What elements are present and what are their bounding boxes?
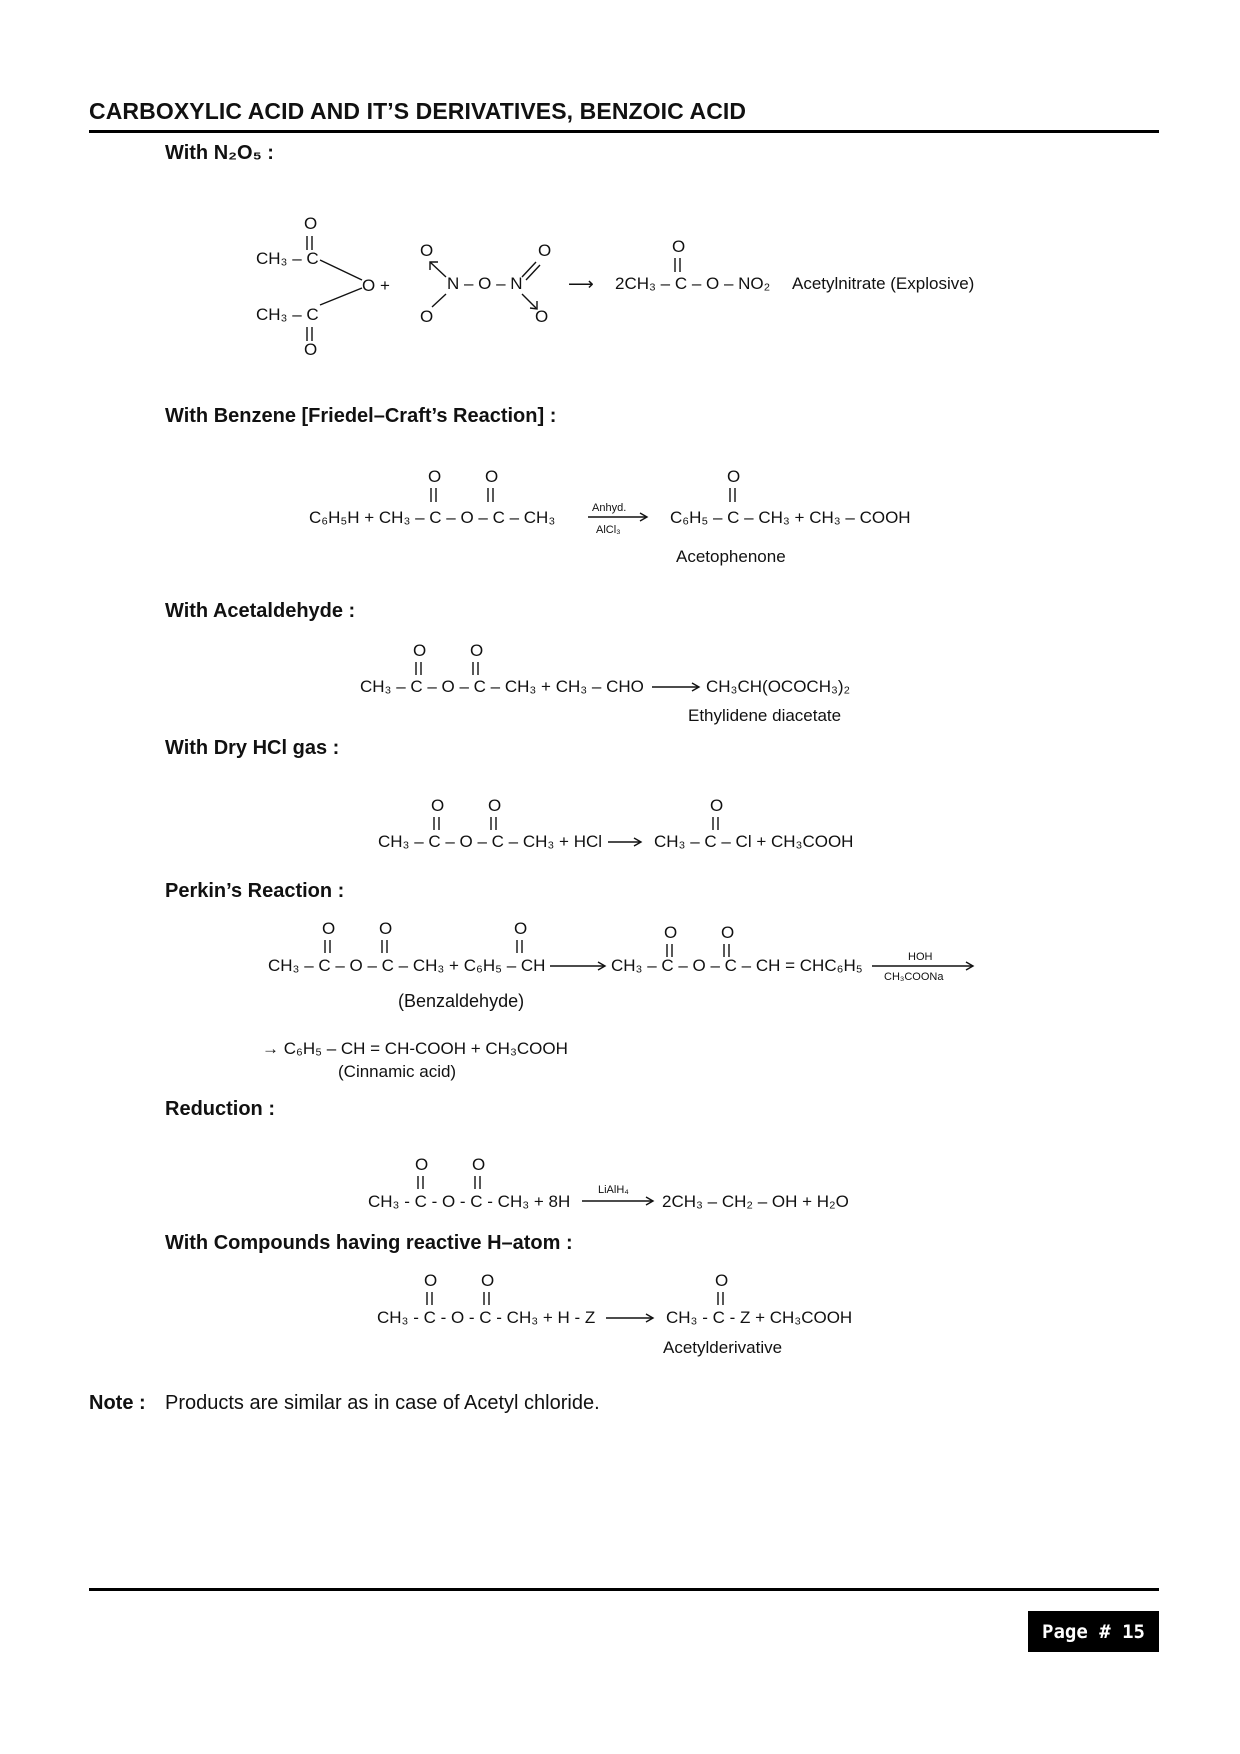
reaction-perkin — [0, 915, 1240, 1090]
reactants: CH₃ - C - O - C - CH₃ + 8H — [368, 1192, 571, 1211]
product-acetylnitrate: 2CH₃ – C – O – NO₂ — [615, 274, 771, 293]
heading-benzene: With Benzene [Friedel–Craft’s Reaction] : — [165, 405, 557, 427]
final-product-name: (Cinnamic acid) — [338, 1062, 457, 1081]
final-products: → C₆H₅ – CH = CH-COOH + CH₃COOH — [262, 1039, 568, 1058]
note-label: Note : — [89, 1392, 146, 1414]
oxygen-label: O — [514, 919, 528, 938]
products: CH₃ - C - Z + CH₃COOH — [666, 1308, 853, 1327]
oxygen-label: O — [304, 340, 318, 359]
reaction-hcl — [0, 790, 1240, 860]
reaction-reduction — [0, 1150, 1240, 1215]
oxygen-label: O — [424, 1271, 438, 1290]
oxygen-label: O — [672, 237, 686, 256]
oxygen-label: O — [710, 796, 724, 815]
page-title: CARBOXYLIC ACID AND IT’S DERIVATIVES, BENZOIC ACID — [89, 98, 747, 124]
oxygen-label: O — [664, 923, 678, 942]
product-name: Acetylnitrate (Explosive) — [792, 274, 975, 293]
acetyl-group-bottom: CH₃ – C — [256, 305, 319, 324]
reaction-benzene — [0, 460, 1240, 570]
oxygen-label: O — [721, 923, 735, 942]
page-number-badge: Page # 15 — [1028, 1611, 1159, 1652]
oxygen-label: O — [472, 1155, 486, 1174]
condition-bottom: CH₃COONa — [884, 971, 944, 983]
condition-top: HOH — [908, 951, 933, 963]
oxygen-label: O — [727, 467, 741, 486]
heading-acetaldehyde: With Acetaldehyde : — [165, 600, 356, 622]
oxygen-label: O — [420, 241, 434, 260]
heading-reactive-h: With Compounds having reactive H–atom : — [165, 1232, 573, 1254]
product-name: Ethylidene diacetate — [688, 706, 842, 725]
heading-perkin: Perkin’s Reaction : — [165, 880, 345, 902]
condition-bottom: AlCl₃ — [596, 524, 621, 536]
oxygen-label: O — [413, 641, 427, 660]
heading-hcl: With Dry HCl gas : — [165, 737, 340, 759]
oxygen-label: O — [428, 467, 442, 486]
oxygen-label: O — [415, 1155, 429, 1174]
heading-n2o5: With N₂O₅ : — [165, 142, 274, 164]
heading-reduction: Reduction : — [165, 1098, 275, 1120]
product-name: Acetylderivative — [663, 1338, 783, 1357]
condition-top: Anhyd. — [592, 502, 627, 514]
condition: LiAlH₄ — [598, 1184, 629, 1196]
oxygen-label: O — [488, 796, 502, 815]
oxygen-label: O — [535, 307, 549, 326]
oxygen-label: O — [379, 919, 393, 938]
reaction-reactive-h — [0, 1265, 1240, 1365]
products: C₆H₅ – C – CH₃ + CH₃ – COOH — [670, 508, 911, 527]
bridge-oxygen: O + — [362, 276, 390, 295]
footer-rule — [89, 1588, 1159, 1591]
reactants: C₆H₅H + CH₃ – C – O – C – CH₃ — [309, 508, 556, 527]
oxygen-label: O — [322, 919, 336, 938]
oxygen-label: O — [715, 1271, 729, 1290]
reaction-acetaldehyde — [0, 635, 1240, 730]
oxygen-label: O — [304, 214, 318, 233]
reaction-n2o5 — [0, 200, 1240, 360]
acetyl-group-top: CH₃ – C — [256, 249, 319, 268]
oxygen-label: O — [420, 307, 434, 326]
reactants: CH₃ – C – O – C – CH₃ + HCl — [378, 832, 603, 851]
no-bridge: N – O – N — [447, 274, 523, 293]
note-text: Products are similar as in case of Acetyl chloride. — [165, 1392, 600, 1414]
intermediate: CH₃ – C – O – C – CH = CHC₆H₅ — [611, 956, 863, 975]
reaction-arrow: ⟶ — [568, 274, 594, 294]
reactants: CH₃ - C - O - C - CH₃ + H - Z — [377, 1308, 596, 1327]
products: CH₃ – C – Cl + CH₃COOH — [654, 832, 854, 851]
products: 2CH₃ – CH₂ – OH + H₂O — [662, 1192, 849, 1211]
oxygen-label: O — [431, 796, 445, 815]
product: CH₃CH(OCOCH₃)₂ — [706, 677, 851, 696]
oxygen-label: O — [481, 1271, 495, 1290]
product-name: Acetophenone — [676, 547, 786, 566]
oxygen-label: O — [470, 641, 484, 660]
reactants: CH₃ – C – O – C – CH₃ + CH₃ – CHO — [360, 677, 644, 696]
header-rule — [89, 130, 1159, 133]
oxygen-label: O — [485, 467, 499, 486]
reactants: CH₃ – C – O – C – CH₃ + C₆H₅ – CH — [268, 956, 546, 975]
reactant-name: (Benzaldehyde) — [398, 991, 525, 1011]
oxygen-label: O — [538, 241, 552, 260]
